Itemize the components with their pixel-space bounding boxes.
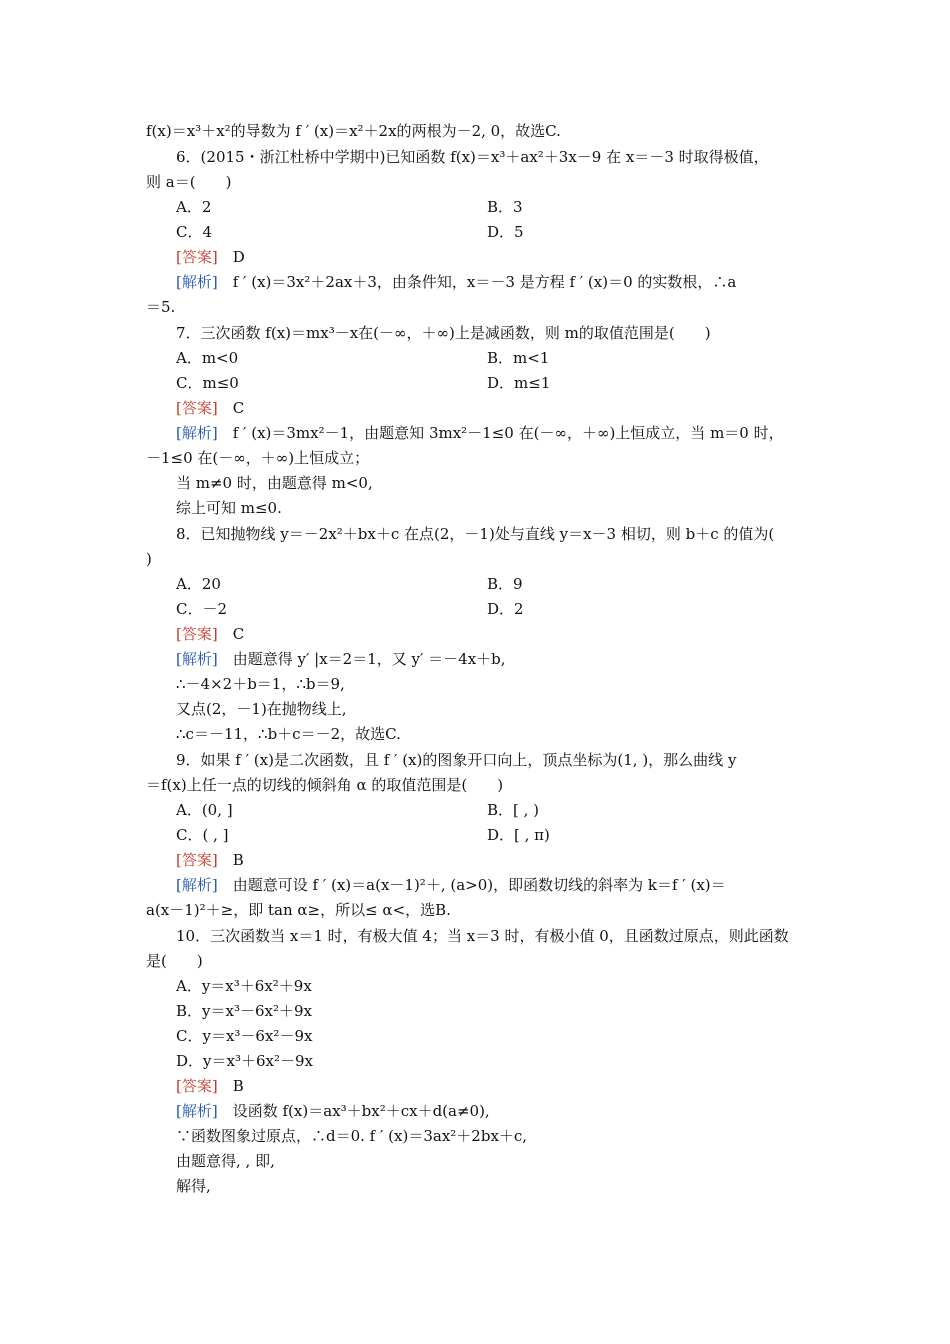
question-10-stem: 10．三次函数当 x＝1 时，有极大值 4；当 x＝3 时，有极小值 0，且函数过原点，则此函数 (176, 927, 789, 945)
analysis-text: 由题意得 y′ |x＝2＝1，又 y′ ＝－4x＋b, (232, 650, 506, 668)
text-line: －1≤0 在(－∞，＋∞)上恒成立； (146, 449, 370, 467)
option-d: D．5 (487, 223, 524, 241)
question-8-stem: 8．已知抛物线 y＝－2x²＋bx＋c 在点(2，－1)处与直线 y＝x－3 相切，则 b＋c 的值为( (176, 525, 775, 543)
option-a: A．20 (176, 575, 221, 593)
option-a: A．(0, ] (176, 801, 233, 819)
option-b: B．9 (487, 575, 523, 593)
answer-line (176, 245, 846, 270)
analysis-line (176, 270, 846, 295)
text-line: 是( ) (146, 952, 203, 970)
answer-value: B (232, 1077, 244, 1095)
analysis-tag: [解析] (176, 424, 218, 442)
option-d: D．2 (487, 600, 524, 618)
text-line: ∴c＝－11，∴b＋c＝－2，故选C. (176, 725, 401, 743)
answer-value: C (232, 625, 245, 643)
analysis-tag: [解析] (176, 876, 218, 894)
text-line: ) (146, 550, 152, 568)
option-b: B．m<1 (487, 349, 550, 367)
question-7-stem: 7．三次函数 f(x)＝mx³－x在(－∞，＋∞)上是减函数，则 m的取值范围是( ) (176, 324, 711, 342)
text-line: ∵函数图象过原点，∴d＝0. f ′ (x)＝3ax²＋2bx＋c, (176, 1127, 528, 1145)
option-b: B．[ , ) (487, 801, 540, 819)
text-line: 又点(2，－1)在抛物线上, (176, 700, 347, 718)
answer-value: C (232, 399, 245, 417)
text-line: ∴－4×2＋b＝1，∴b＝9, (176, 675, 345, 693)
text-line: 综上可知 m≤0. (176, 499, 282, 517)
answer-line (176, 1074, 846, 1099)
answer-tag: [答案] (176, 1077, 218, 1095)
text-line: ＝5. (146, 298, 176, 316)
option-c: C．m≤0 (176, 374, 239, 392)
analysis-text: 设函数 f(x)＝ax³＋bx²＋cx＋d(a≠0), (232, 1102, 490, 1120)
answer-tag: [答案] (176, 248, 218, 266)
question-9-stem: 9．如果 f ′ (x)是二次函数，且 f ′ (x)的图象开口向上，顶点坐标为(1, )，那么曲线 y (176, 751, 737, 769)
question-6-stem: 6．(2015・浙江杜桥中学期中)已知函数 f(x)＝x³＋ax²＋3x－9 在 x＝－3 时取得极值， (176, 148, 769, 166)
analysis-text: f ′ (x)＝3x²＋2ax＋3，由条件知，x＝－3 是方程 f ′ (x)＝0 的实数根，∴a (232, 273, 737, 291)
text-line: 则 a＝( ) (146, 173, 232, 191)
answer-tag: [答案] (176, 851, 218, 869)
answer-tag: [答案] (176, 625, 218, 643)
option-a: A．y＝x³＋6x²＋9x (176, 977, 312, 995)
option-d: D．[ , π) (487, 826, 550, 844)
answer-value: D (232, 248, 245, 266)
analysis-tag: [解析] (176, 650, 218, 668)
option-c: C．4 (176, 223, 213, 241)
analysis-line (176, 1099, 846, 1124)
analysis-text: 由题意可设 f ′ (x)＝a(x－1)²＋, (a>0)，即函数切线的斜率为 k＝f ′ (x)＝ (232, 876, 726, 894)
text-line: a(x－1)²＋≥，即 tan α≥，所以≤ α<，选B. (146, 901, 451, 919)
option-d: D．y＝x³＋6x²－9x (176, 1052, 313, 1070)
text-line: 由题意得, , 即, (176, 1152, 275, 1170)
option-a: A．m<0 (176, 349, 239, 367)
option-c: C．y＝x³－6x²－9x (176, 1027, 313, 1045)
answer-line (176, 622, 846, 647)
analysis-tag: [解析] (176, 273, 218, 291)
analysis-text: f ′ (x)＝3mx²－1，由题意知 3mx²－1≤0 在(－∞，＋∞)上恒成立，当 m＝0 时， (232, 424, 784, 442)
analysis-line (176, 647, 846, 672)
option-b: B．y＝x³－6x²＋9x (176, 1002, 312, 1020)
answer-value: B (232, 851, 244, 869)
option-c: C．－2 (176, 600, 228, 618)
answer-line (176, 396, 846, 421)
text-line: ＝f(x)上任一点的切线的倾斜角 α 的取值范围是( ) (146, 776, 504, 794)
answer-tag: [答案] (176, 399, 218, 417)
text-line: 当 m≠0 时，由题意得 m<0, (176, 474, 373, 492)
option-a: A．2 (176, 198, 212, 216)
option-d: D．m≤1 (487, 374, 551, 392)
option-b: B．3 (487, 198, 523, 216)
option-c: C．( , ] (176, 826, 229, 844)
analysis-line (176, 421, 846, 446)
text-line: 解得, (176, 1177, 211, 1195)
answer-line (176, 848, 846, 873)
text-line: f(x)＝x³＋x²的导数为 f ′ (x)＝x²＋2x的两根为－2, 0，故选C. (146, 122, 561, 140)
analysis-tag: [解析] (176, 1102, 218, 1120)
analysis-line (176, 873, 846, 898)
